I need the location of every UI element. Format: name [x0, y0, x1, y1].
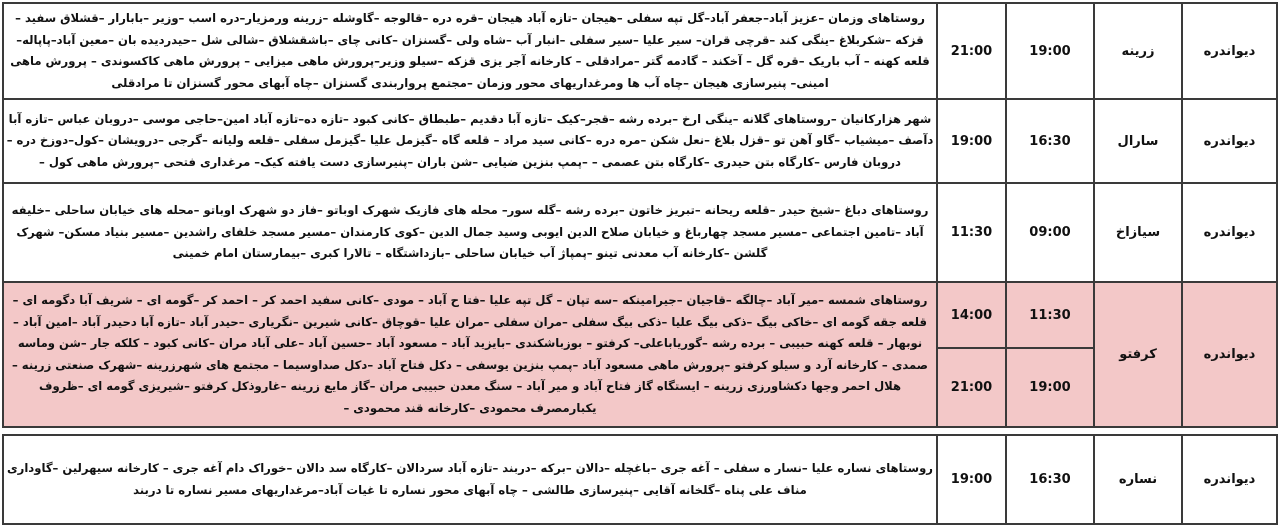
row-spacer — [3, 427, 1277, 435]
start-time-cell: 19:00 — [1006, 3, 1094, 99]
second-end-time-cell: 21:00 — [937, 348, 1006, 427]
county-cell: دیواندره — [1182, 435, 1277, 524]
table-row — [3, 99, 1277, 183]
feeder-cell: کرفتو — [1094, 282, 1182, 427]
areas-cell: روستاهای نساره علیا –نسار ه سفلی – آغه جری –باغچله –دالان –برکه –دربند –تازه آباد سردالان –کارگاه سد دالان –خوراک دام آغه جری – کارخانه سیهرلین –گاوداری مناف علی پناه –گلخانه آقایی –پنیرسازی طالشی – چاه آبهای محور نساره تا غیات آباد–مرغداریهای مسیر نساره تا دربند — [3, 435, 937, 524]
county-cell: دیواندره — [1182, 282, 1277, 427]
table-row — [3, 183, 1277, 282]
outage-schedule-table — [2, 2, 1278, 525]
feeder-cell: سیازاخ — [1094, 183, 1182, 282]
county-cell: دیواندره — [1182, 3, 1277, 99]
table-row — [3, 3, 1277, 99]
start-time-cell: 11:30 — [1006, 282, 1094, 348]
spacer-cell — [3, 427, 1277, 435]
end-time-cell: 11:30 — [937, 183, 1006, 282]
start-time-cell: 16:30 — [1006, 435, 1094, 524]
feeder-cell: سارال — [1094, 99, 1182, 183]
areas-cell: روستاهای دباغ –شیخ حیدر –قلعه ریحانه –تبریز خاتون –برده رشه –گله سور– محله های فازیک شهرک اوباتو –فاز دو شهرک اوباتو –محله های خیابان ساحلی –خلیفه آباد –تامین اجتماعی –مسیر مسجد چهارباغ و خیابان صلاح الدین ایوبی وسید جمال الدین –کوی کارمندان –مسیر مسجد خلفای راشدین –مسیر بنیاد مسکن– شهرک گلشن –کارخانه آب معدنی تینو –پمپاژ آب خیابان ساحلی –بازداشتگاه – تالارا کبری –بیمارستان امام خمینی — [3, 183, 937, 282]
end-time-cell: 19:00 — [937, 435, 1006, 524]
county-cell: دیواندره — [1182, 183, 1277, 282]
start-time-cell: 09:00 — [1006, 183, 1094, 282]
start-time-cell: 16:30 — [1006, 99, 1094, 183]
end-time-cell: 19:00 — [937, 99, 1006, 183]
county-cell: دیواندره — [1182, 99, 1277, 183]
feeder-cell: نساره — [1094, 435, 1182, 524]
end-time-cell: 21:00 — [937, 3, 1006, 99]
areas-cell: روستاهای وزمان –عزیز آباد–جعفر آباد–گل تپه سفلی –هیجان –تازه آباد هیجان –قره دره –قالوجه –گاوشله –زرینه ورمزیار–دره اسب –وزیر –بابارار –قشلاق سفید –قزکه –شکربلاغ –ینگی کند –قرچی قران– سیر علیا –سیر سفلی –انبار آب –شاه ولی –گسنزان –کانی چای –باشقشلاق –شالی شل –حیدردیده بان –معین آباد–پاپاله–قلعه کهنه – آب باریک –قره گل – آخکند – گادمه گتر –مرادقلی – کارخانه آجر یزی قزکه –سیلو وزیر–پرورش ماهی میزایی – پرورش ماهی کاکسوندی – پرورش ماهی امینی– پنیرسازی هیجان –چاه آب ها ومرغداریهای محور وزمان –مجتمع پرواربندی گسنزان –چاه آبهای محور گسنزان تا مرادقلی — [3, 3, 937, 99]
end-time-cell: 14:00 — [937, 282, 1006, 348]
table-row — [3, 282, 1277, 348]
second-start-time-cell: 19:00 — [1006, 348, 1094, 427]
feeder-cell: زرینه — [1094, 3, 1182, 99]
areas-cell: شهر هزارکانیان –روستاهای گلانه –ینگی ارخ –برده رشه –قجر–کیک –تازه آبا دقدیم –طبطاق –کانی کبود –تازه ده–تازه آباد امین–حاجی موسی –دروبان عباس –تازه آبا دآصف –میشیاب –گاو آهن تو –قزل بلاغ –نعل شکن –مره دره –کانی سید مراد – قلعه گاه –گیزمل علیا –گیزمل سفلی –قلعه ولیانه –گرجی –درویشان –کول–دوزخ دره – دروبان فارس –کارگاه بتن حیدری –کارگاه بتن عصمی – –پمپ بنزین ضیایی –شن باران –پنیرسازی دست یافته کیک– مرغداری فتحی –پرورش ماهی کول – — [3, 99, 937, 183]
areas-cell: روستاهای شمسه –میر آباد –چالگه –قاجیان –جیرامینکه –سه تپان – گل تپه علیا –فتا ح آباد – مودی –کانی سفید احمد کر – احمد کر –گومه ای – شریف آبا دگومه ای – قلعه جقه گومه ای –خاکی بیگ –ذکی بیگ علیا –ذکی بیگ سفلی –مران سفلی –مران علیا –قوچاق –کانی شیرین –نگریاری –حیدر آباد –تازه آبا دحیدر آباد –امین آباد –نوبهار – قلعه کهنه حبیبی – برده رشه –گوریاباعلی– کرفتو – بوزباشکندی –بایزید آباد – مسعود آباد –حسین آباد –علی آباد مران –کانی کبود – کلکه جار –شن وماسه صمدی – کارخانه آرد و سیلو کرفتو –پرورش ماهی مسعود آباد –پمپ بنزین یوسفی – دکل فتاح آباد –دکل صداوسیما – مجتمع های شهرزرینه –شهرک صنعتی زرینه –هلال احمر وجها دکشاورزی زرینه – ایستگاه گاز فتاح آباد و میر آباد – سنگ معدن حبیبی مران –گاز مایع زرینه –غاروذکل کرفتو –شیریزی گومه ای –ظروف یکبارمصرف محمودی –کارخانه قند محمودی – — [3, 282, 937, 427]
table-row — [3, 435, 1277, 524]
